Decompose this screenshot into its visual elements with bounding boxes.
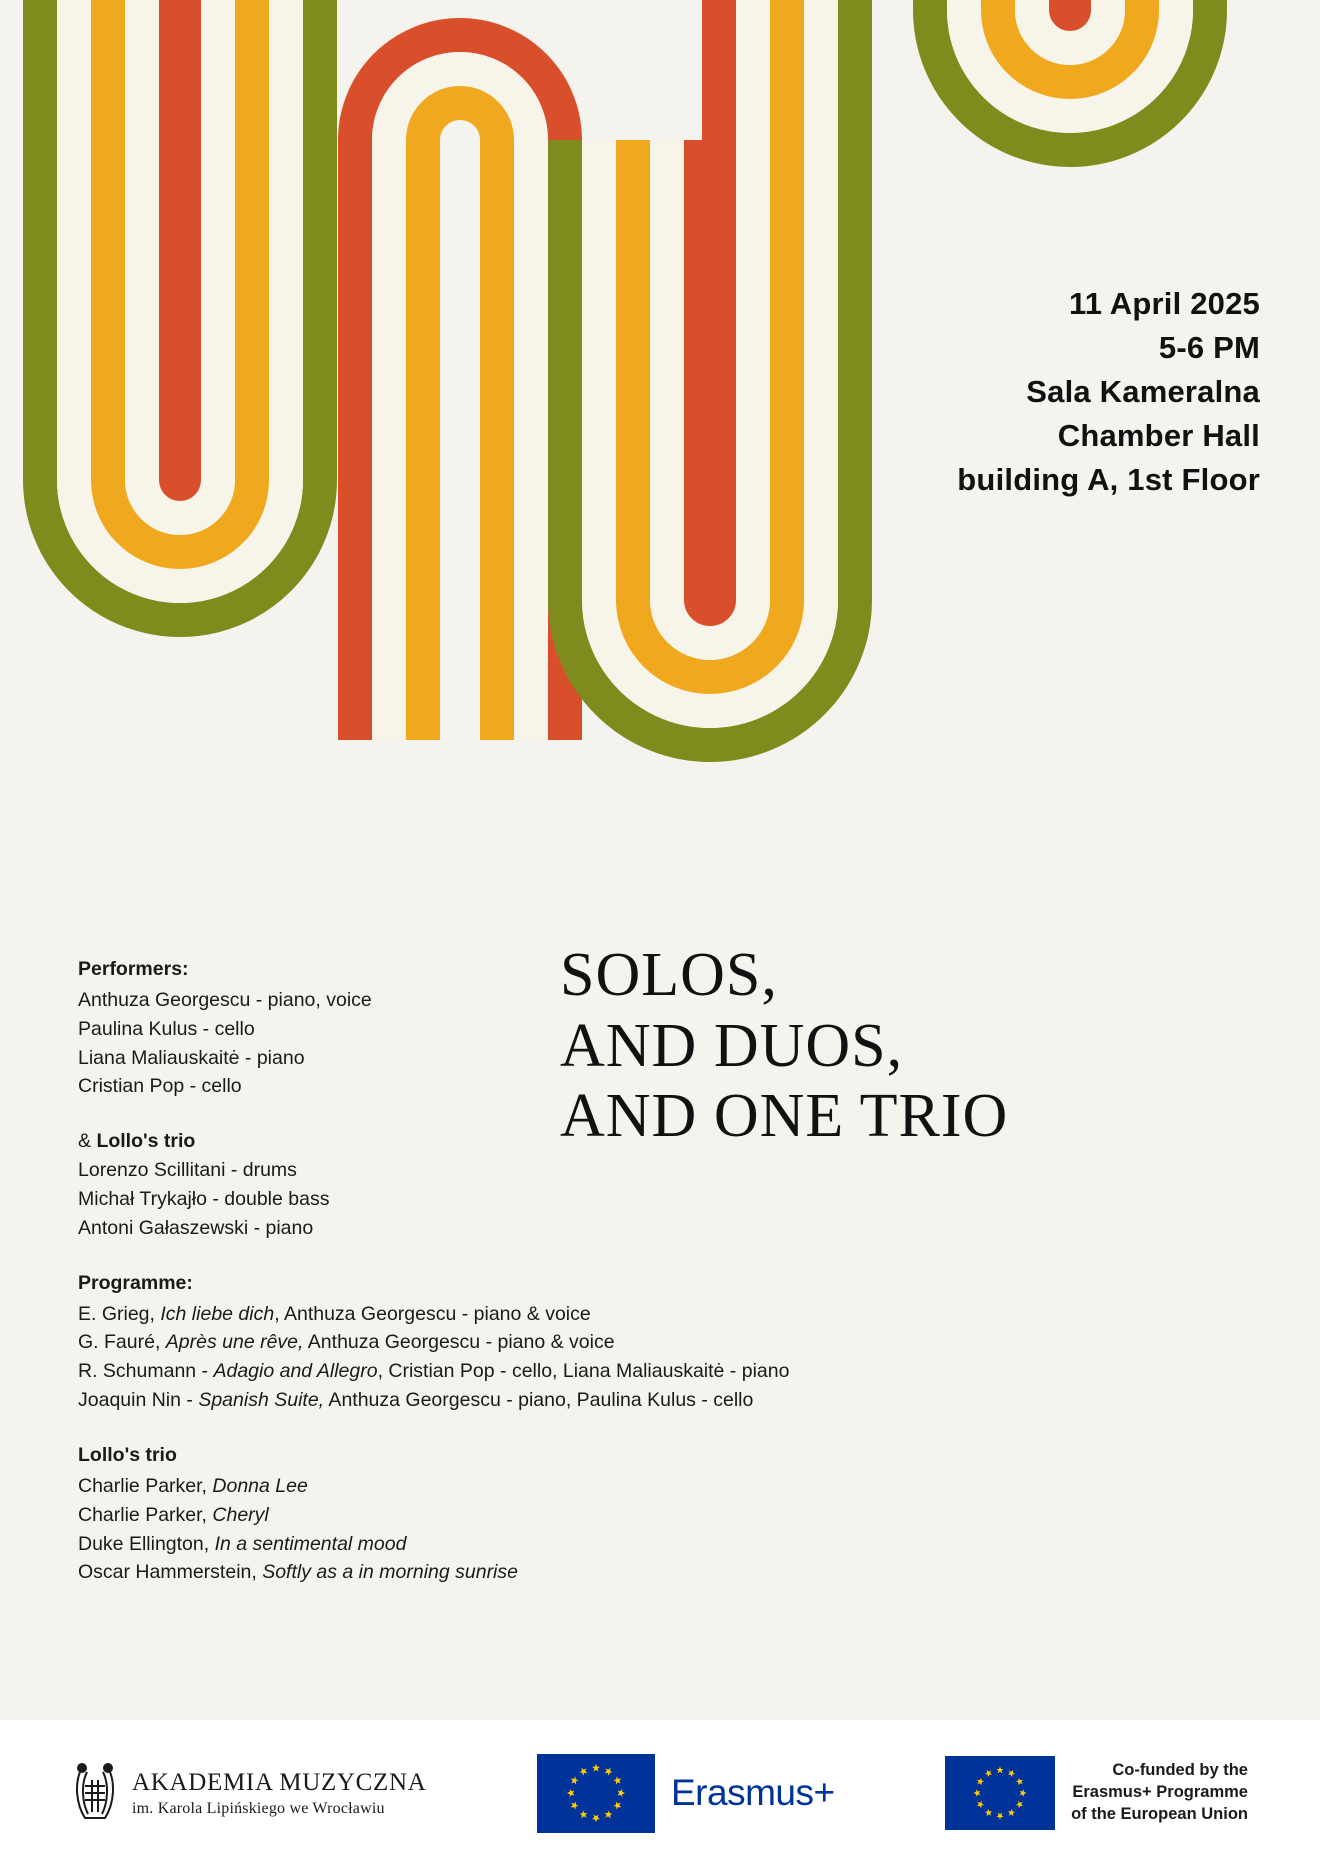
cofunded-line-3: of the European Union bbox=[1071, 1804, 1248, 1823]
jazz-item-composer: Charlie Parker, bbox=[78, 1474, 213, 1497]
jazz-item bbox=[78, 1530, 838, 1559]
trio-heading bbox=[78, 1127, 838, 1156]
event-details bbox=[957, 282, 1260, 502]
programme-item-work: Spanish Suite, bbox=[198, 1389, 325, 1412]
event-date: 11 April 2025 bbox=[1068, 286, 1260, 321]
programme-item bbox=[78, 1386, 838, 1415]
title-line-3: AND ONE TRIO bbox=[560, 1082, 1009, 1151]
event-time: 5-6 PM bbox=[1158, 330, 1260, 366]
eu-flag-icon bbox=[945, 1756, 1055, 1830]
title-line-1: SOLOS, bbox=[560, 941, 778, 1009]
jazz-item-work: Softly as a in morning sunrise bbox=[262, 1561, 518, 1584]
trio-heading-prefix: & bbox=[78, 1130, 97, 1153]
jazz-set-block bbox=[78, 1441, 838, 1587]
academy-text bbox=[132, 1767, 427, 1818]
programme-item-performers: , Anthuza Georgescu - piano & voice bbox=[274, 1302, 591, 1325]
performer-item: Liana Maliauskaitė - piano bbox=[78, 1046, 305, 1069]
programme-item-work: Ich liebe dich bbox=[160, 1302, 275, 1325]
event-venue-en: Chamber Hall bbox=[1057, 418, 1260, 454]
programme-item bbox=[78, 1328, 838, 1357]
jazz-item bbox=[78, 1472, 838, 1501]
jazz-set-heading: Lollo's trio bbox=[78, 1444, 177, 1467]
trio-block bbox=[78, 1127, 838, 1242]
jazz-item bbox=[78, 1558, 838, 1587]
performers-block bbox=[78, 955, 838, 1101]
jazz-item-work: Donna Lee bbox=[212, 1474, 308, 1497]
programme-item-composer: Joaquin Nin - bbox=[78, 1389, 199, 1412]
cofunded-text bbox=[1071, 1760, 1248, 1826]
jazz-item-composer: Charlie Parker, bbox=[78, 1503, 213, 1526]
jazz-item-composer: Oscar Hammerstein, bbox=[78, 1561, 263, 1584]
programme-item-performers: Anthuza Georgescu - piano, Paulina Kulus - cello bbox=[324, 1389, 754, 1412]
lyre-icon bbox=[72, 1760, 118, 1826]
title-line-2: AND DUOS, bbox=[560, 1011, 904, 1080]
trio-heading-name: Lollo's trio bbox=[96, 1130, 196, 1153]
event-location: building A, 1st Floor bbox=[957, 462, 1260, 498]
programme-item-composer: R. Schumann - bbox=[78, 1360, 214, 1383]
erasmus-wordmark: Erasmus+ bbox=[671, 1772, 835, 1813]
programme-item bbox=[78, 1357, 838, 1386]
jazz-item-work: In a sentimental mood bbox=[214, 1532, 407, 1555]
jazz-item-work: Cheryl bbox=[212, 1503, 269, 1526]
academy-subtitle: im. Karola Lipińskiego we Wrocławiu bbox=[132, 1799, 385, 1817]
performer-item: Cristian Pop - cello bbox=[78, 1075, 242, 1098]
programme-item-work: Adagio and Allegro bbox=[213, 1360, 378, 1383]
footer-logos bbox=[0, 1720, 1320, 1866]
programme-heading: Programme: bbox=[78, 1271, 193, 1294]
trio-member: Lorenzo Scillitani - drums bbox=[78, 1159, 297, 1182]
academy-name: AKADEMIA MUZYCZNA bbox=[132, 1769, 427, 1797]
programme-item-work: Après une rêve, bbox=[165, 1331, 304, 1354]
performer-item: Anthuza Georgescu - piano, voice bbox=[78, 988, 372, 1011]
programme-item-composer: E. Grieg, bbox=[78, 1302, 161, 1325]
programme-item bbox=[78, 1300, 838, 1329]
erasmus-logo bbox=[537, 1754, 835, 1833]
cofunded-badge bbox=[945, 1756, 1248, 1830]
academy-logo bbox=[72, 1760, 427, 1826]
cofunded-line-2: Erasmus+ Programme bbox=[1072, 1783, 1248, 1802]
jazz-item bbox=[78, 1501, 838, 1530]
programme-item-performers: , Cristian Pop - cello, Liana Maliauskaitė - piano bbox=[377, 1360, 790, 1383]
trio-member: Michał Trykajło - double bass bbox=[78, 1188, 330, 1211]
programme-item-composer: G. Fauré, bbox=[78, 1331, 166, 1354]
cofunded-line-1: Co-funded by the bbox=[1112, 1761, 1248, 1780]
programme-block bbox=[78, 1269, 838, 1415]
jazz-item-composer: Duke Ellington, bbox=[78, 1532, 215, 1555]
programme-item-performers: Anthuza Georgescu - piano & voice bbox=[303, 1331, 615, 1354]
performer-item: Paulina Kulus - cello bbox=[78, 1017, 255, 1040]
eu-flag-icon bbox=[537, 1754, 655, 1833]
info-column bbox=[78, 955, 838, 1613]
performers-heading: Performers: bbox=[78, 958, 189, 980]
event-venue-pl: Sala Kameralna bbox=[1026, 374, 1260, 410]
trio-member: Antoni Gałaszewski - piano bbox=[78, 1216, 314, 1239]
